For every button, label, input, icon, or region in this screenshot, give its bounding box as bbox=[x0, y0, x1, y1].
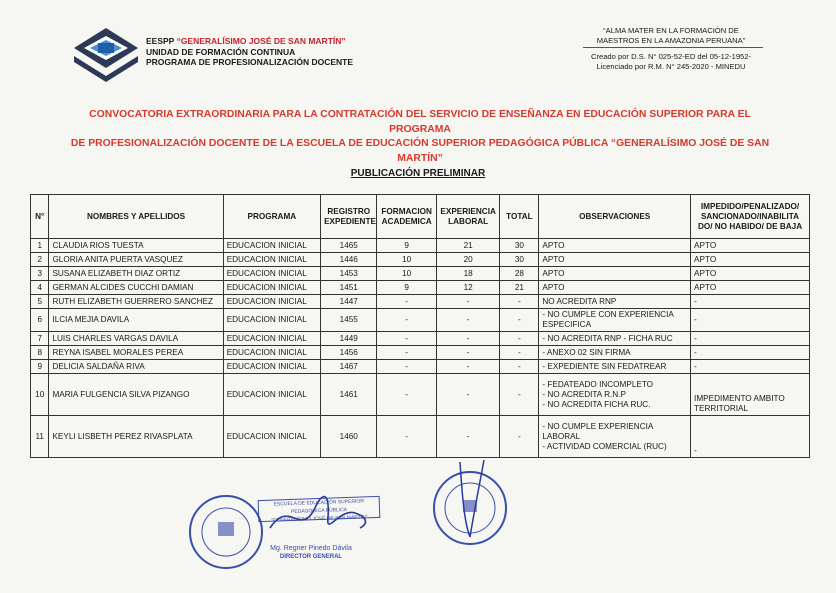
signature bbox=[260, 478, 380, 548]
col-header-program: PROGRAMA bbox=[223, 195, 320, 239]
row-total: - bbox=[500, 374, 539, 416]
stamp-line-2: “GENERALÍSIMO JOSÉ DE SAN MARTÍN” bbox=[271, 514, 368, 524]
row-registry: 1449 bbox=[321, 332, 377, 346]
signature-mark bbox=[440, 452, 500, 542]
row-total: 30 bbox=[500, 253, 539, 267]
row-number: 1 bbox=[31, 239, 49, 253]
col-header-academic: FORMACION ACADEMICA bbox=[377, 195, 436, 239]
round-seal-left bbox=[186, 492, 266, 572]
row-program: EDUCACION INICIAL bbox=[223, 332, 320, 346]
row-academic: - bbox=[377, 309, 436, 332]
row-observations bbox=[539, 267, 691, 281]
motto bbox=[566, 26, 776, 45]
col-header-observations: OBSERVACIONES bbox=[539, 195, 691, 239]
row-academic: 9 bbox=[377, 239, 436, 253]
title-line-1: CONVOCATORIA EXTRAORDINARIA PARA LA CONTRATACIÓN DEL SERVICIO DE ENSEÑANZA EN EDUCACIÓN SUPERIOR PARA EL PROGRAMA bbox=[89, 109, 751, 135]
row-program: EDUCACION INICIAL bbox=[223, 295, 320, 309]
observation-line: APTO bbox=[542, 240, 565, 250]
observation-line: ESPECIFICA bbox=[542, 320, 592, 329]
row-observations bbox=[539, 239, 691, 253]
row-experience: 18 bbox=[436, 267, 500, 281]
observation-line: APTO bbox=[542, 268, 565, 278]
row-number: 7 bbox=[31, 332, 49, 346]
row-program: EDUCACION INICIAL bbox=[223, 416, 320, 458]
row-observations bbox=[539, 346, 691, 360]
table-row bbox=[31, 239, 810, 253]
row-experience: - bbox=[436, 416, 500, 458]
row-registry: 1460 bbox=[321, 416, 377, 458]
row-impediment: APTO bbox=[691, 239, 810, 253]
document-title bbox=[70, 108, 770, 166]
row-number: 10 bbox=[31, 374, 49, 416]
row-registry: 1446 bbox=[321, 253, 377, 267]
unit-name: UNIDAD DE FORMACIÓN CONTINUA bbox=[146, 46, 296, 57]
row-observations bbox=[539, 374, 691, 416]
row-name: ILCIA MEJIA DAVILA bbox=[49, 309, 223, 332]
col-header-impediment: IMPEDIDO/PENALIZADO/ SANCIONADO/INABILITA DO/ NO HABIDO/ DE BAJA bbox=[691, 195, 810, 239]
row-total: 30 bbox=[500, 239, 539, 253]
row-academic: - bbox=[377, 295, 436, 309]
subtitle: PUBLICACIÓN PRELIMINAR bbox=[350, 168, 486, 179]
row-experience: 20 bbox=[436, 253, 500, 267]
observation-line: - FEDATEADO INCOMPLETO bbox=[542, 379, 654, 389]
row-impediment: APTO bbox=[691, 253, 810, 267]
creation-note bbox=[566, 52, 776, 71]
row-total: - bbox=[500, 416, 539, 458]
row-total: - bbox=[500, 295, 539, 309]
table-row bbox=[31, 332, 810, 346]
created-line-2: Licenciado por R.M. N° 245-2020 - MINEDU bbox=[596, 61, 746, 71]
row-academic: - bbox=[377, 346, 436, 360]
row-name: GLORIA ANITA PUERTA VASQUEZ bbox=[49, 253, 223, 267]
row-registry: 1461 bbox=[321, 374, 377, 416]
row-name: KEYLI LISBETH PEREZ RIVASPLATA bbox=[49, 416, 223, 458]
observation-line: APTO bbox=[542, 254, 565, 264]
observation-line: - ANEXO 02 SIN FIRMA bbox=[542, 347, 631, 357]
row-experience: 12 bbox=[436, 281, 500, 295]
row-academic: - bbox=[377, 416, 436, 458]
row-academic: - bbox=[377, 374, 436, 416]
row-observations bbox=[539, 253, 691, 267]
observation-line: - NO CUMPLE CON EXPERIENCIA bbox=[542, 310, 674, 319]
row-academic: 9 bbox=[377, 281, 436, 295]
institution-logo bbox=[72, 26, 140, 82]
row-number: 2 bbox=[31, 253, 49, 267]
row-experience: - bbox=[436, 332, 500, 346]
row-academic: 10 bbox=[377, 253, 436, 267]
row-program: EDUCACION INICIAL bbox=[223, 253, 320, 267]
row-name: REYNA ISABEL MORALES PEREA bbox=[49, 346, 223, 360]
signatory-role: DIRECTOR GENERAL bbox=[279, 554, 343, 560]
row-total: - bbox=[500, 309, 539, 332]
row-number: 11 bbox=[31, 416, 49, 458]
row-observations bbox=[539, 281, 691, 295]
row-observations bbox=[539, 295, 691, 309]
observation-line: - NO ACREDITA R.N.P bbox=[542, 389, 626, 399]
divider bbox=[583, 47, 763, 48]
created-line-1: Creado por D.S. N° 025-52-ED del 05-12-1952- bbox=[590, 52, 752, 61]
row-impediment: - bbox=[691, 416, 810, 458]
row-number: 6 bbox=[31, 309, 49, 332]
row-academic: 10 bbox=[377, 267, 436, 281]
col-header-number: N° bbox=[31, 195, 49, 239]
row-number: 3 bbox=[31, 267, 49, 281]
row-impediment: APTO bbox=[691, 267, 810, 281]
observation-line: - NO ACREDITA FICHA RUC. bbox=[542, 399, 651, 409]
row-name: LUIS CHARLES VARGAS DAVILA bbox=[49, 332, 223, 346]
results-table bbox=[30, 194, 810, 458]
row-registry: 1465 bbox=[321, 239, 377, 253]
row-number: 4 bbox=[31, 281, 49, 295]
col-header-registry: REGISTRO EXPEDIENTE bbox=[321, 195, 377, 239]
row-program: EDUCACION INICIAL bbox=[223, 239, 320, 253]
row-total: - bbox=[500, 360, 539, 374]
row-experience: - bbox=[436, 295, 500, 309]
institution-name: “GENERALÍSIMO JOSÉ DE SAN MARTÍN” bbox=[176, 36, 346, 46]
table-row bbox=[31, 267, 810, 281]
row-impediment: - bbox=[691, 346, 810, 360]
row-name: DELICIA SALDAÑA RIVA bbox=[49, 360, 223, 374]
row-observations bbox=[539, 360, 691, 374]
row-number: 9 bbox=[31, 360, 49, 374]
row-academic: - bbox=[377, 332, 436, 346]
observation-line: LABORAL bbox=[542, 431, 581, 441]
inst-prefix: EESPP bbox=[146, 36, 177, 46]
table-row bbox=[31, 346, 810, 360]
row-name: MARIA FULGENCIA SILVA PIZANGO bbox=[49, 374, 223, 416]
table-row bbox=[31, 416, 810, 458]
row-total: 21 bbox=[500, 281, 539, 295]
row-registry: 1456 bbox=[321, 346, 377, 360]
row-observations bbox=[539, 332, 691, 346]
observation-line: - EXPEDIENTE SIN FEDATREAR bbox=[542, 361, 667, 371]
institution-block bbox=[146, 36, 353, 68]
row-registry: 1453 bbox=[321, 267, 377, 281]
row-name: GERMAN ALCIDES CUCCHI DAMIAN bbox=[49, 281, 223, 295]
signatory bbox=[266, 545, 356, 561]
observation-line: - NO ACREDITA RNP - FICHA RUC bbox=[542, 333, 673, 343]
table-row bbox=[31, 295, 810, 309]
table-row bbox=[31, 374, 810, 416]
motto-line-1: “ALMA MATER EN LA FORMACIÓN DE bbox=[603, 26, 739, 35]
motto-line-2: MAESTROS EN LA AMAZONIA PERUANA” bbox=[596, 35, 746, 45]
row-observations bbox=[539, 416, 691, 458]
row-registry: 1451 bbox=[321, 281, 377, 295]
signatory-name: Mg. Regner Pinedo Dávila bbox=[270, 545, 352, 552]
row-total: - bbox=[500, 346, 539, 360]
col-header-experience: EXPERIENCIA LABORAL bbox=[436, 195, 500, 239]
title-line-3: MARTÍN” bbox=[397, 152, 443, 164]
row-experience: - bbox=[436, 346, 500, 360]
row-number: 5 bbox=[31, 295, 49, 309]
table-row bbox=[31, 309, 810, 332]
row-program: EDUCACION INICIAL bbox=[223, 281, 320, 295]
row-name: CLAUDIA RIOS TUESTA bbox=[49, 239, 223, 253]
row-experience: - bbox=[436, 309, 500, 332]
title-line-2: DE PROFESIONALIZACIÓN DOCENTE DE LA ESCUELA DE EDUCACIÓN SUPERIOR PEDAGÓGICA PÚBLICA “GENERALÍSIMO JOSÉ DE SAN bbox=[70, 138, 770, 149]
row-impediment: - bbox=[691, 309, 810, 332]
row-experience: 21 bbox=[436, 239, 500, 253]
program-name: PROGRAMA DE PROFESIONALIZACIÓN DOCENTE bbox=[146, 57, 353, 67]
row-impediment: - bbox=[691, 360, 810, 374]
table-row bbox=[31, 360, 810, 374]
row-impediment: IMPEDIMENTO AMBITO TERRITORIAL bbox=[691, 374, 810, 416]
observation-line: NO ACREDITA RNP bbox=[542, 296, 617, 306]
row-name: RUTH ELIZABETH GUERRERO SANCHEZ bbox=[49, 295, 223, 309]
row-program: EDUCACION INICIAL bbox=[223, 374, 320, 416]
row-impediment: APTO bbox=[691, 281, 810, 295]
row-total: 28 bbox=[500, 267, 539, 281]
row-program: EDUCACION INICIAL bbox=[223, 346, 320, 360]
row-impediment: - bbox=[691, 332, 810, 346]
observation-line: APTO bbox=[542, 282, 565, 292]
row-impediment: - bbox=[691, 295, 810, 309]
row-number: 8 bbox=[31, 346, 49, 360]
row-registry: 1467 bbox=[321, 360, 377, 374]
row-experience: - bbox=[436, 360, 500, 374]
row-academic: - bbox=[377, 360, 436, 374]
row-observations bbox=[539, 309, 691, 332]
stamp-line-1: ESCUELA DE EDUCACIÓN SUPERIOR PEDAGÓGICA PÚBLICA bbox=[273, 498, 365, 515]
observation-line: - ACTIVIDAD COMERCIAL (RUC) bbox=[542, 441, 667, 451]
col-header-name: NOMBRES Y APELLIDOS bbox=[49, 195, 223, 239]
row-experience: - bbox=[436, 374, 500, 416]
table-row bbox=[31, 253, 810, 267]
row-name: SUSANA ELIZABETH DIAZ ORTIZ bbox=[49, 267, 223, 281]
row-registry: 1455 bbox=[321, 309, 377, 332]
row-total: - bbox=[500, 332, 539, 346]
row-program: EDUCACION INICIAL bbox=[223, 360, 320, 374]
table-row bbox=[31, 281, 810, 295]
row-program: EDUCACION INICIAL bbox=[223, 309, 320, 332]
observation-line: - NO CUMPLE EXPERIENCIA bbox=[542, 421, 654, 431]
row-program: EDUCACION INICIAL bbox=[223, 267, 320, 281]
row-registry: 1447 bbox=[321, 295, 377, 309]
col-header-total: TOTAL bbox=[500, 195, 539, 239]
